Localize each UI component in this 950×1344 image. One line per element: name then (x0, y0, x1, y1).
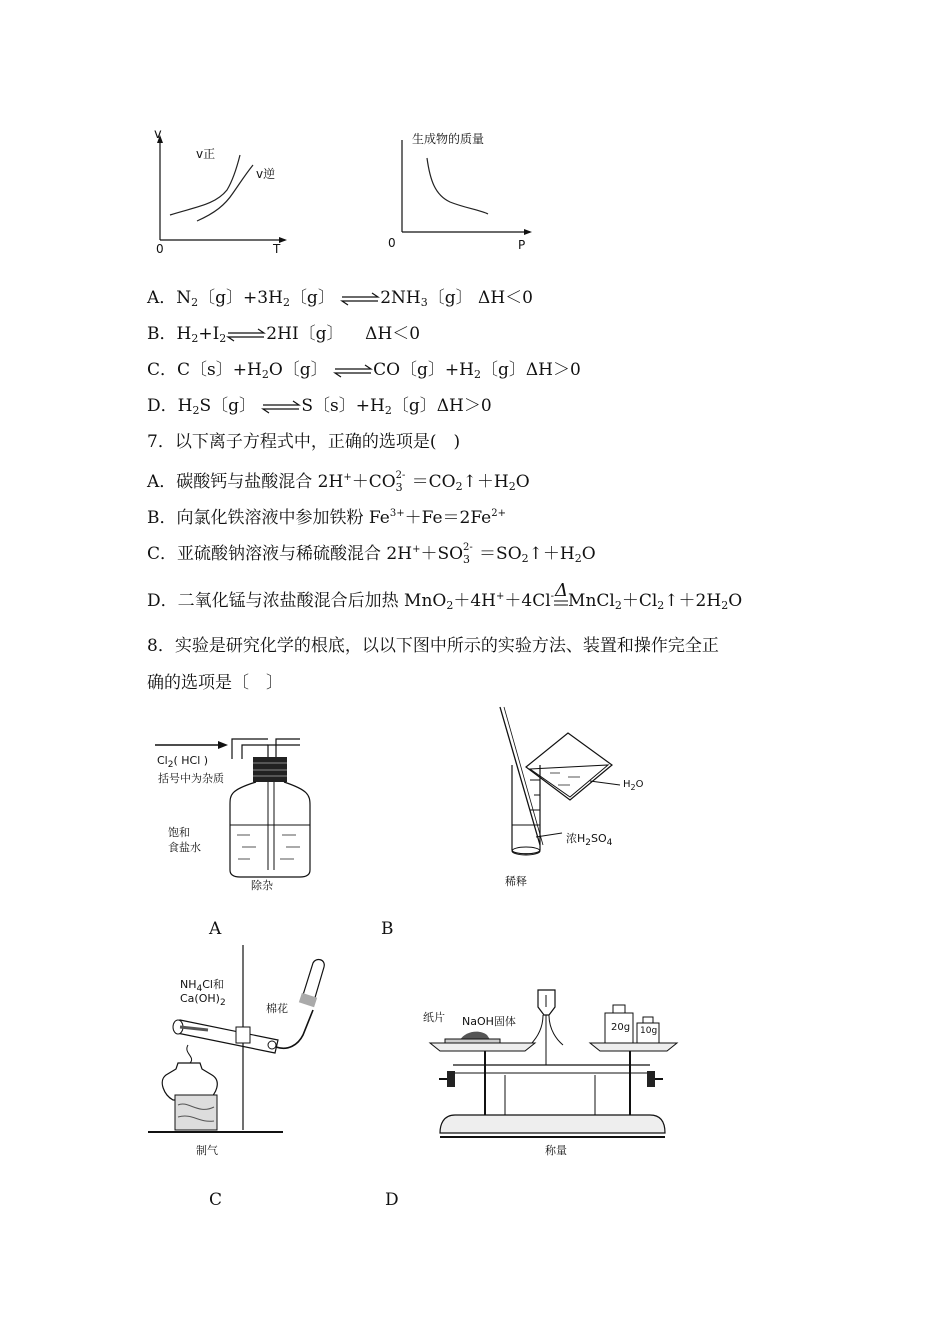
option-label-a: A (209, 919, 222, 939)
graph-v-vs-t (145, 125, 295, 255)
fig-a-note: 括号中为杂质 (158, 772, 224, 785)
fig-d-paper: 纸片 (423, 1011, 445, 1024)
q7-option-a: A．碳酸钙与盐酸混合 2H+＋CO 2- 3 $=CO_2↑+H_2O$ (147, 470, 530, 494)
q8-stem-line1: 8．实验是研究化学的根底，以以下图中所示的实验方法、装置和操作完全正 (147, 636, 719, 656)
equilibrium-arrow-icon (340, 292, 380, 306)
heat-delta: Δ (555, 580, 569, 601)
graph1-origin: 0 (156, 242, 164, 256)
fig-d-weight-10g: 10g (640, 1026, 658, 1036)
q8-stem-line2: 确的选项是〔 〕 (147, 673, 283, 693)
fig-a-caption: 除杂 (251, 879, 273, 892)
fig-a-gas: $Cl_2$( HCl ) (157, 754, 209, 770)
fig-c-cotton: 棉花 (266, 1002, 288, 1015)
fig-d-caption: 称量 (545, 1144, 567, 1157)
graph1-curve1-label: v正 (196, 147, 216, 161)
fig-a-liquid-2: 食盐水 (168, 841, 201, 854)
q7-option-b: B．向氯化铁溶液中参加铁粉 $Fe^{3+}+Fe=2Fe^{2+}$ (147, 508, 506, 528)
figure-c-gas-prep (148, 945, 338, 1140)
fig-b-acid: 浓$H_2SO_4$ (566, 832, 613, 848)
graph1-curve2-label: v逆 (256, 167, 276, 181)
equilibrium-arrow-icon (226, 328, 266, 342)
fig-c-caption: 制气 (196, 1144, 218, 1157)
q7-stem: 7．以下离子方程式中，正确的选项是( ) (147, 432, 461, 452)
graph2-origin: 0 (388, 236, 396, 250)
q6-option-c: C．C〔s〕$+H_2O$〔g〕 CO〔g〕$+H_2$〔g〕ΔH＞0 (147, 360, 581, 381)
fig-c-reagent-1: $NH_4Cl$和 (180, 978, 224, 994)
q7-option-d: D．二氧化锰与浓盐酸混合后加热 MnO$_2$＋4H+＋4Cl- Δ $MnCl_2+Cl_2↑+2H_2O$ (147, 580, 743, 612)
fig-d-weight-20g: 20g (611, 1022, 631, 1033)
q6-option-b: B．$H_2+I_2$ 2HI〔g〕 ΔH＜0 (147, 324, 421, 345)
option-label-d: D (385, 1190, 399, 1210)
equilibrium-arrow-icon (261, 400, 301, 414)
graph2-x-label: P (518, 238, 526, 252)
fig-d-naoh: NaOH固体 (462, 1015, 516, 1028)
q6-option-d: D．$H_2S$〔g〕 S〔s〕$+H_2$〔g〕ΔH＞0 (147, 396, 492, 417)
q6-option-a: A．$N_2$〔g〕$+3H_2$〔g〕 $2NH_3$〔g〕 ΔH＜0 (147, 288, 533, 309)
option-label-c: C (209, 1190, 223, 1210)
fig-a-liquid-1: 饱和 (168, 826, 190, 839)
fig-b-caption: 稀释 (505, 875, 527, 888)
figure-d-balance (425, 985, 685, 1140)
option-label-b: B (381, 919, 394, 939)
graph1-x-label: T (273, 242, 281, 256)
graph2-y-label: 生成物的质量 (412, 132, 485, 146)
fig-c-reagent-2: $Ca(OH)_2$ (180, 992, 226, 1008)
graph1-y-label: v (154, 127, 162, 142)
q7-option-c: C．亚硫酸钠溶液与稀硫酸混合 2H+＋SO 2- 3 $=SO_2↑+H_2O$ (147, 542, 596, 566)
equilibrium-arrow-icon (333, 364, 373, 378)
fig-b-water: $H_2O$ (623, 779, 644, 792)
